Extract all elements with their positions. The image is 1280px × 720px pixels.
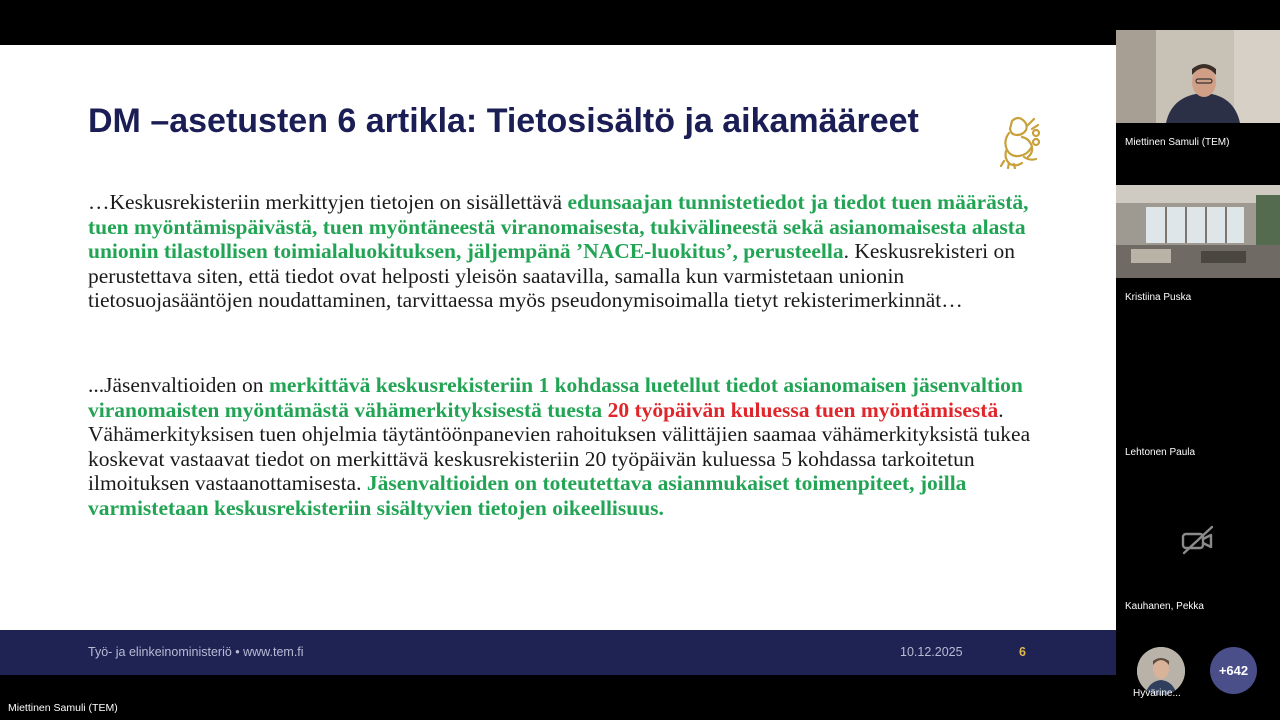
slide-text-run: Jäsenvaltioiden on toteutettava asianmukaiset toimenpiteet, joilla varmistetaan keskusrekisteriin sisältyvien tietojen oikeellisuus. (88, 471, 967, 520)
participant-tile[interactable] (1116, 310, 1280, 465)
participant-tile[interactable] (1116, 0, 1280, 155)
slide-paragraph-2 (88, 373, 1048, 521)
participant-name: Lehtonen Paula (1125, 447, 1196, 458)
camera-off-icon (1180, 522, 1216, 558)
slide-title: DM –asetusten 6 artikla: Tietosisältö ja aikamääreet (88, 102, 919, 140)
slide-text-run: . Keskusrekisteri on perustettava siten, että tiedot ovat helposti yleisön saatavilla, samalla kun varmistetaan unionin tietosuojasääntöjen noudattaminen, tarvittaessa myös pseudonymisoimalla tietyt rekisterimerkinnät… (88, 239, 1015, 313)
slide-text-run: …Keskusrekisteriin merkittyjen tietojen on sisällettävä (88, 190, 568, 214)
participant-name: Kauhanen, Pekka (1125, 601, 1204, 612)
presenter-label: Miettinen Samuli (TEM) (8, 702, 118, 714)
avatar-name: Hyvärine... (1133, 688, 1181, 699)
more-participants-button[interactable]: +642 (1210, 647, 1257, 694)
room-background-image (1116, 185, 1280, 278)
participant-video (1116, 30, 1280, 123)
footer-date: 10.12.2025 (900, 645, 963, 659)
slide-text-run: edunsaajan tunnistetiedot ja tiedot tuen määrästä, tuen myöntämispäivästä, tuen myöntäneestä viranomaisesta, tukivälineestä sekä asianomaisesta alasta unionin tilastollisen toimialaluokituksen, jäljempänä ’NACE-luokitus’, perusteella (88, 190, 1029, 264)
slide-text-run: ...Jäsenvaltioiden on (88, 373, 269, 397)
participant-name: Miettinen Samuli (TEM) (1125, 137, 1230, 148)
participant-sidebar (1116, 0, 1280, 720)
presentation-slide (0, 45, 1116, 675)
footer-organization: Työ- ja elinkeinoministeriö • www.tem.fi (88, 645, 304, 659)
finnish-lion-coat-of-arms-icon (998, 113, 1044, 169)
slide-paragraph-1 (88, 190, 1048, 313)
slide-text-run: . Vähämerkityksisen tuen ohjelmia täytäntöönpanevien rahoituksen välittäjien saamaa vähämerkityksistä tukea koskevat vastaavat tiedot on merkittävä keskusrekisteriin 20 työpäivän kuluessa 5 kohdassa tarkoitetun ilmoituksen vastaanottamisesta. (88, 397, 1031, 496)
slide-text-run: 20 työpäivän kuluessa tuen myöntämisestä (607, 397, 999, 422)
participant-name: Kristiina Puska (1125, 292, 1192, 303)
participant-video (1116, 185, 1280, 278)
participant-tile[interactable] (1116, 155, 1280, 310)
webcam-person-image (1116, 30, 1280, 123)
slide-footer (0, 630, 1116, 675)
slide-page-number: 6 (1019, 645, 1026, 659)
slide-text-run: merkittävä keskusrekisteriin 1 kohdassa luetellut tiedot asianomaisen jäsenvaltion viranomaisten myöntämästä vähämerkityksisestä tuesta (88, 373, 1023, 422)
